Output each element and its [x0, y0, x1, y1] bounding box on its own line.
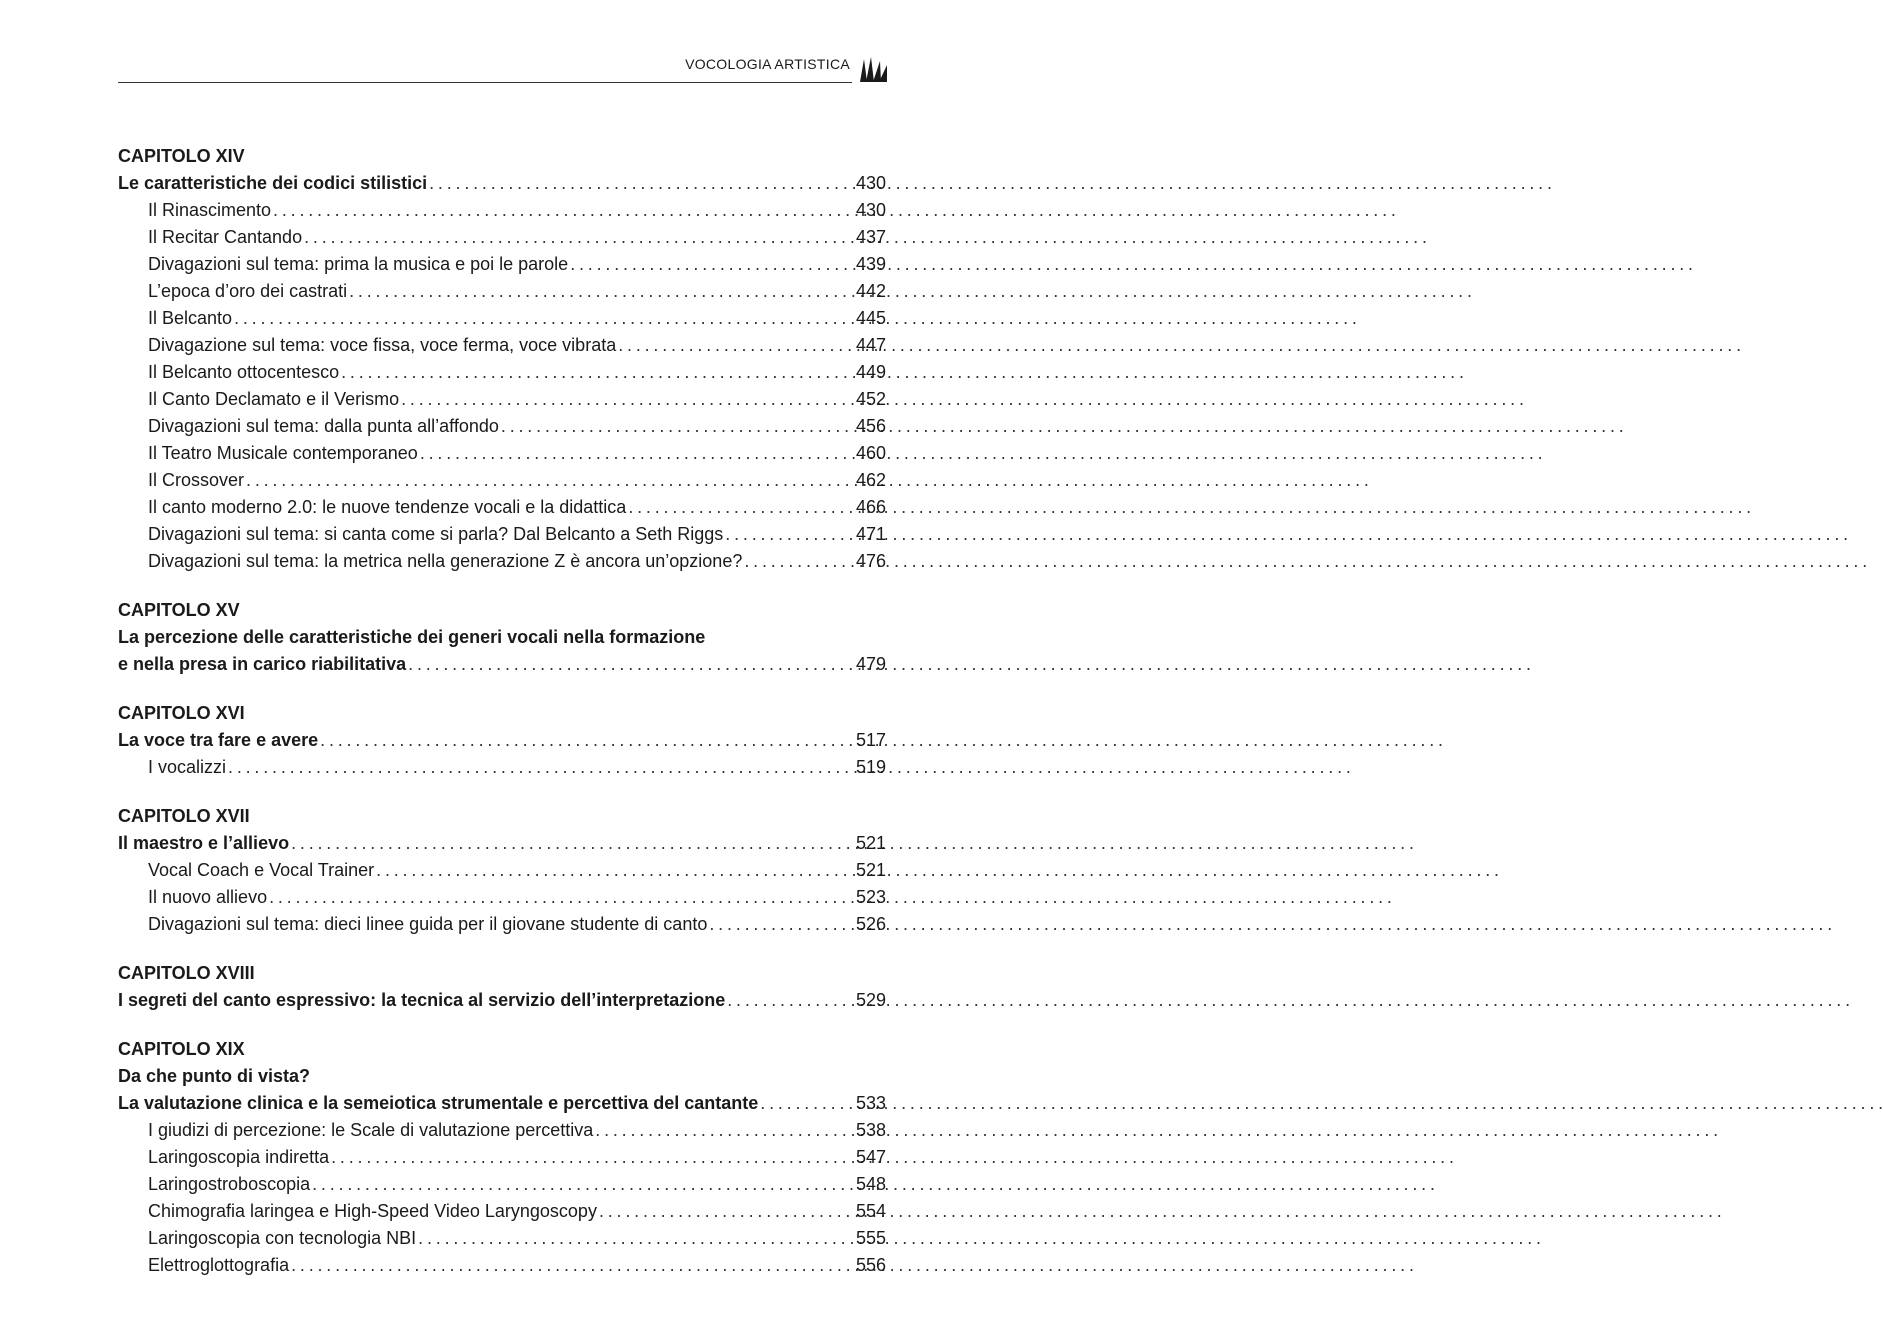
- chapter-label: CAPITOLO XVIII: [118, 963, 255, 983]
- toc-page-number: 476: [855, 551, 886, 571]
- chapter-section: [118, 803, 886, 938]
- toc-chapter-title: [118, 830, 886, 857]
- toc-subentry: [118, 521, 886, 548]
- toc-entry-text: La voce tra fare e avere: [118, 730, 319, 750]
- toc-entry-text: Le caratteristiche dei codici stilistici: [118, 173, 428, 193]
- toc-entry-text: Il canto moderno 2.0: le nuove tendenze vocali e la didattica: [148, 497, 627, 517]
- dot-leader: [376, 857, 852, 884]
- toc-page-number: 462: [855, 470, 886, 490]
- dot-leader: [501, 413, 852, 440]
- toc-entry-text: I vocalizzi: [148, 757, 227, 777]
- toc-page-number: 466: [855, 497, 886, 517]
- toc-entry-text: Il Teatro Musicale contemporaneo: [148, 443, 418, 463]
- dot-leader: [320, 727, 852, 754]
- toc-subentry: [118, 386, 886, 413]
- toc-subentry: [118, 1144, 886, 1171]
- toc-entry-text: Laringostroboscopia: [148, 1174, 311, 1194]
- toc-entry-text: Divagazione sul tema: voce fissa, voce ferma, voce vibrata: [148, 335, 617, 355]
- dot-leader: [429, 170, 852, 197]
- chapter-label: CAPITOLO XV: [118, 600, 240, 620]
- dot-leader: [599, 1198, 852, 1225]
- toc-chapter-title: [118, 651, 886, 678]
- toc-chapter-title: [118, 987, 886, 1014]
- toc-page-number: 521: [855, 860, 886, 880]
- toc-subentry: [118, 467, 886, 494]
- chapter-section: [118, 143, 886, 575]
- toc-entry-text: Laringoscopia indiretta: [148, 1147, 330, 1167]
- toc-page-number: 529: [855, 990, 886, 1010]
- toc-page-number: 437: [855, 227, 886, 247]
- dot-leader: [269, 884, 852, 911]
- toc-page-number: 533: [855, 1093, 886, 1113]
- toc-entry-text: Laringoscopia con tecnologia NBI: [148, 1228, 417, 1248]
- toc-page-number: 547: [855, 1147, 886, 1167]
- toc-subentry: [118, 224, 886, 251]
- dot-leader: [331, 1144, 852, 1171]
- toc-page-number: 442: [855, 281, 886, 301]
- toc-page-number: 445: [855, 308, 886, 328]
- toc-subentry: [118, 1225, 886, 1252]
- toc-subentry: [118, 494, 886, 521]
- toc-entry-text: La percezione delle caratteristiche dei generi vocali nella formazione: [118, 627, 706, 647]
- dot-leader: [291, 830, 852, 857]
- chapter-label: CAPITOLO XVI: [118, 703, 245, 723]
- dot-leader: [709, 911, 852, 938]
- toc-subentry: [118, 305, 886, 332]
- toc-subentry: [118, 1171, 886, 1198]
- dot-leader: [595, 1117, 852, 1144]
- toc-entry-text: Il Crossover: [148, 470, 245, 490]
- toc-entry-text: Divagazioni sul tema: si canta come si parla? Dal Belcanto a Seth Riggs: [148, 524, 724, 544]
- toc-subentry: [118, 548, 886, 575]
- toc-entry-text: Il Belcanto: [148, 308, 233, 328]
- toc-subentry: [118, 359, 886, 386]
- toc-entry-text: Il Rinascimento: [148, 200, 272, 220]
- toc-subentry: [118, 1198, 886, 1225]
- toc-page-number: 538: [855, 1120, 886, 1140]
- chapter-section: [118, 1036, 886, 1279]
- toc-entry-text: Vocal Coach e Vocal Trainer: [148, 860, 375, 880]
- dot-leader: [760, 1090, 852, 1117]
- dot-leader: [628, 494, 852, 521]
- toc-page-number: 479: [855, 654, 886, 674]
- toc-entry-text: Divagazioni sul tema: prima la musica e poi le parole: [148, 254, 569, 274]
- toc-page-number: 460: [855, 443, 886, 463]
- toc-page-number: 521: [855, 833, 886, 853]
- dot-leader: [304, 224, 852, 251]
- toc-entry-text: Il Belcanto ottocentesco: [148, 362, 340, 382]
- toc-entry-text: Chimografia laringea e High-Speed Video Laryngoscopy: [148, 1201, 597, 1221]
- dot-leader: [234, 305, 852, 332]
- running-head-title: VOCOLOGIA ARTISTICA: [685, 56, 850, 72]
- toc-entry-text: I giudizi di percezione: le Scale di valutazione percettiva: [148, 1120, 594, 1140]
- dot-leader: [744, 548, 852, 575]
- toc-subentry: [118, 1252, 886, 1279]
- table-of-contents: [118, 143, 886, 1301]
- toc-entry-text: I segreti del canto espressivo: la tecnica al servizio dell’interpretazione: [118, 990, 726, 1010]
- toc-page-number: 548: [855, 1174, 886, 1194]
- toc-entry-text: Il maestro e l’allievo: [118, 833, 290, 853]
- toc-entry-text: L’epoca d’oro dei castrati: [148, 281, 348, 301]
- toc-subentry: [118, 197, 886, 224]
- toc-page-number: 517: [855, 730, 886, 750]
- toc-entry-text: Elettroglottografia: [148, 1255, 290, 1275]
- toc-page-number: 523: [855, 887, 886, 907]
- chapter-section: [118, 597, 886, 678]
- toc-page-number: 452: [855, 389, 886, 409]
- dot-leader: [228, 754, 852, 781]
- toc-page-number: 554: [855, 1201, 886, 1221]
- toc-entry-text: e nella presa in carico riabilitativa: [118, 654, 407, 674]
- toc-subentry: [118, 413, 886, 440]
- dot-leader: [408, 651, 852, 678]
- dot-leader: [349, 278, 852, 305]
- dot-leader: [401, 386, 852, 413]
- toc-entry-text: Da che punto di vista?: [118, 1066, 311, 1086]
- toc-page-number: 556: [855, 1255, 886, 1275]
- toc-entry-text: Il nuovo allievo: [148, 887, 268, 907]
- toc-subentry: [118, 911, 886, 938]
- toc-subentry: [118, 440, 886, 467]
- toc-chapter-title: [118, 624, 886, 651]
- dot-leader: [618, 332, 852, 359]
- toc-subentry: [118, 1117, 886, 1144]
- chapter-section: [118, 700, 886, 781]
- stylized-grass-logo-icon: [858, 55, 888, 82]
- toc-page-number: 471: [855, 524, 886, 544]
- chapter-label: CAPITOLO XIV: [118, 146, 245, 166]
- chapter-label: CAPITOLO XVII: [118, 806, 250, 826]
- toc-page-number: 526: [855, 914, 886, 934]
- chapter-section: [118, 960, 886, 1014]
- dot-leader: [341, 359, 852, 386]
- toc-subentry: [118, 251, 886, 278]
- toc-subentry: [118, 278, 886, 305]
- toc-page-number: 456: [855, 416, 886, 436]
- toc-subentry: [118, 857, 886, 884]
- dot-leader: [291, 1252, 852, 1279]
- toc-page-number: 447: [855, 335, 886, 355]
- toc-subentry: [118, 754, 886, 781]
- dot-leader: [725, 521, 852, 548]
- toc-chapter-title: [118, 1090, 886, 1117]
- chapter-label: CAPITOLO XIX: [118, 1039, 245, 1059]
- toc-entry-text: La valutazione clinica e la semeiotica strumentale e percettiva del cantante: [118, 1093, 759, 1113]
- toc-chapter-title: [118, 170, 886, 197]
- toc-page-number: 439: [855, 254, 886, 274]
- dot-leader: [312, 1171, 852, 1198]
- dot-leader: [273, 197, 852, 224]
- toc-chapter-title: [118, 727, 886, 754]
- dot-leader: [570, 251, 852, 278]
- toc-page-number: 430: [855, 200, 886, 220]
- header-rule: [118, 82, 852, 83]
- toc-entry-text: Il Recitar Cantando: [148, 227, 303, 247]
- toc-entry-text: Divagazioni sul tema: dieci linee guida per il giovane studente di canto: [148, 914, 708, 934]
- dot-leader: [246, 467, 852, 494]
- toc-subentry: [118, 332, 886, 359]
- dot-leader: [727, 987, 852, 1014]
- dot-leader: [420, 440, 852, 467]
- toc-page-number: 555: [855, 1228, 886, 1248]
- toc-page-number: 519: [855, 757, 886, 777]
- toc-entry-text: Divagazioni sul tema: dalla punta all’affondo: [148, 416, 499, 436]
- toc-subentry: [118, 884, 886, 911]
- toc-entry-text: Il Canto Declamato e il Verismo: [148, 389, 400, 409]
- dot-leader: [418, 1225, 852, 1252]
- toc-page-number: 430: [855, 173, 886, 193]
- toc-page-number: 449: [855, 362, 886, 382]
- toc-entry-text: Divagazioni sul tema: la metrica nella generazione Z è ancora un’opzione?: [148, 551, 743, 571]
- toc-chapter-title: [118, 1063, 886, 1090]
